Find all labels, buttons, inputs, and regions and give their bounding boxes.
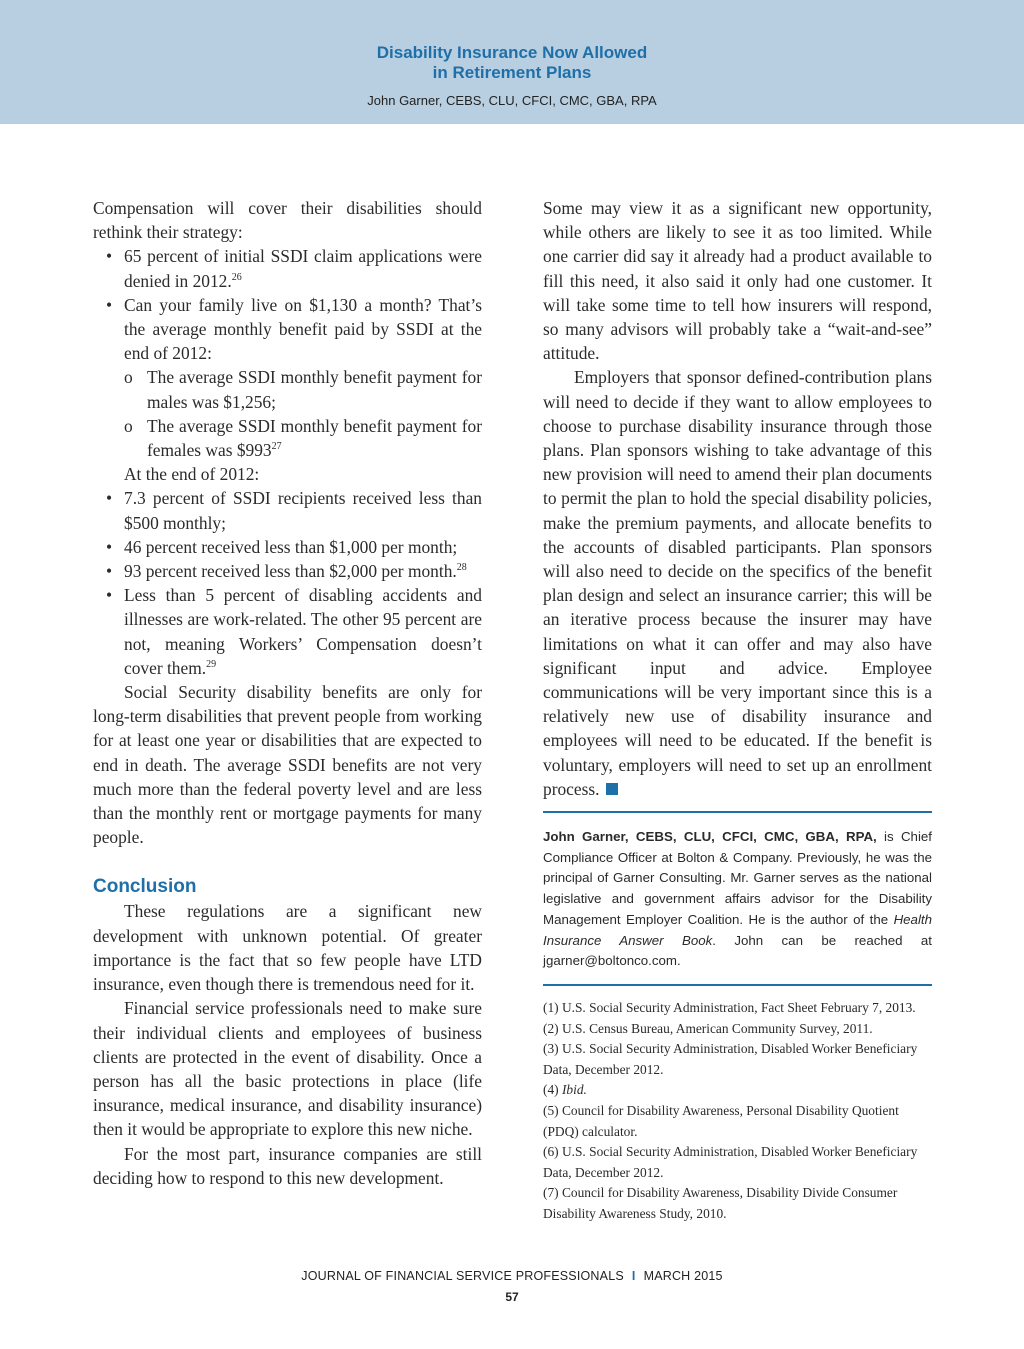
conclusion-paragraph-1: These regulations are a significant new development with unknown potential. Of greater importance is the fact that so few people have LTD insurance, even though there is tremendous need for it. (93, 901, 482, 995)
page-number: 57 (505, 1290, 519, 1304)
article-author: John Garner, CEBS, CLU, CFCI, CMC, GBA, RPA (367, 93, 657, 108)
footnote: (6) U.S. Social Security Administration, Disabled Worker Beneficiary Data, December 2012. (543, 1144, 918, 1180)
at-end-label: At the end of 2012: (124, 464, 260, 485)
statistics-list-2 (93, 486, 482, 680)
list-item: • 46 percent received less than $1,000 per month; (93, 535, 482, 559)
bio-top-rule (543, 811, 932, 813)
page-footer (0, 1269, 1024, 1283)
end-of-article-square-icon (606, 783, 618, 795)
journal-name: JOURNAL OF FINANCIAL SERVICE PROFESSIONALS (301, 1269, 624, 1283)
footnote: (3) U.S. Social Security Administration, Disabled Worker Beneficiary Data, December 2012. (543, 1041, 918, 1077)
conclusion-paragraph-2: Financial service professionals need to make sure their individual clients and employees of business clients are protected in the event of disability. Once a person has all the basic protections in place (life insurance, medical insurance, and disability insurance) then it would be appropriate to explore this new niche. (93, 998, 482, 1140)
left-column (93, 196, 482, 1190)
footnote: (4) Ibid. (543, 1082, 587, 1098)
footnote-ref: 27 (271, 441, 282, 453)
footnote-ref: 26 (231, 271, 242, 283)
list-item: • 65 percent of initial SSDI claim applications were denied in 2012.26 (93, 244, 482, 292)
book-title: Health Insurance Answer Book (543, 911, 932, 948)
list-item: • 93 percent received less than $2,000 per month.$^{28}$ (93, 559, 482, 583)
opportunity-paragraph: Some may view it as a significant new opportunity, while others are likely to see it as too limited. While one carrier did say it already had a product available to fill this need, it also said it only had one customer. It will take some time to tell how insurers will respond, so many advisors will probably take a “wait-and-see” attitude. (543, 198, 932, 364)
article-title-line-2: in Retirement Plans (432, 63, 592, 82)
article-header (0, 0, 1024, 124)
footnotes (543, 998, 932, 1225)
list-item: • Can your family live on $1,130 a month? That’s the average monthly benefit paid by SSDI at the end of 2012: (93, 293, 482, 366)
bio-bottom-rule (543, 984, 932, 986)
statistics-list (93, 244, 482, 365)
bio-name: John Garner, CEBS, CLU, CFCI, CMC, GBA, RPA, (543, 829, 877, 845)
footnote: (5) Council for Disability Awareness, Personal Disability Quotient (PDQ) calculator. (543, 1102, 899, 1139)
article-title (0, 43, 1024, 83)
conclusion-paragraph-3: For the most part, insurance companies are still deciding how to respond to this new development. (93, 1143, 482, 1188)
footnote-ref: 28 (456, 562, 467, 574)
footnote: (1) U.S. Social Security Administration, Fact Sheet February 7, 2013. (543, 1000, 916, 1015)
footnote: (7) Council for Disability Awareness, Disability Divide Consumer Disability Awareness Study, 2010. (543, 1185, 898, 1221)
list-item: • 7.3 percent of SSDI recipients received less than $500 monthly; (93, 486, 482, 534)
sub-list (93, 365, 482, 462)
social-security-paragraph: Social Security disability benefits are only for long-term disabilities that prevent people from working for at least one year or disabilities that are expected to end in death. The average SSDI benefits are not very much more than the federal poverty level and are less than the monthly rent or mortgage payments for many people. (93, 682, 482, 848)
author-bio: John Garner, CEBS, CLU, CFCI, CMC, GBA, RPA, is Chief Compliance Officer at Bolton & Company. Previously, he was the principal of Garner Consulting. Mr. Garner serves as the national legislative and government affairs advisor for the Disability Management Employer Coalition. He is the author of the Health Insurance Answer Book. John can be reached at jgarner@boltonco.com. (543, 829, 932, 969)
footnote: (2) U.S. Census Bureau, American Community Survey, 2011. (543, 1020, 873, 1036)
list-item: • Less than 5 percent of disabling accidents and illnesses are work-related. The other 95 percent are not, meaning Workers’ Compensation doesn’t cover them.$^{29}$ (93, 583, 482, 680)
sub-list-item: o The average SSDI monthly benefit payment for females was $\$993^{27}$ (93, 414, 482, 462)
intro-paragraph: Compensation will cover their disabilities should rethink their strategy: (93, 198, 482, 243)
conclusion-heading: Conclusion (93, 876, 197, 898)
sub-list-item: o The average SSDI monthly benefit payment for males was $1,256; (93, 365, 482, 413)
employers-paragraph: Employers that sponsor defined-contribution plans will need to decide if they want to allow employees to choose to purchase disability insurance through those plans. Plan sponsors wishing to take advantage of this new provision will need to amend their plan documents to permit the plan to hold the special disability policies, make the premium payments, and allocate benefits to the accounts of disabled participants. Plan sponsors will also need to decide on the specifics of the benefit plan design and select an insurance carrier; this will be an iterative process because the insurer may have limitations on what it can offer and may also have significant input and advice. Employee communications will be very important since this is a relatively new use of disability insurance and employees will need to be educated. If the benefit is voluntary, employers will need to set up an enrollment process. (543, 367, 932, 799)
footer-separator: I (631, 1269, 636, 1283)
article-title-line-1: Disability Insurance Now Allowed (376, 43, 648, 62)
right-column (543, 196, 932, 1225)
footnote-ref: 29 (206, 658, 217, 670)
issue-date: MARCH 2015 (643, 1269, 723, 1283)
